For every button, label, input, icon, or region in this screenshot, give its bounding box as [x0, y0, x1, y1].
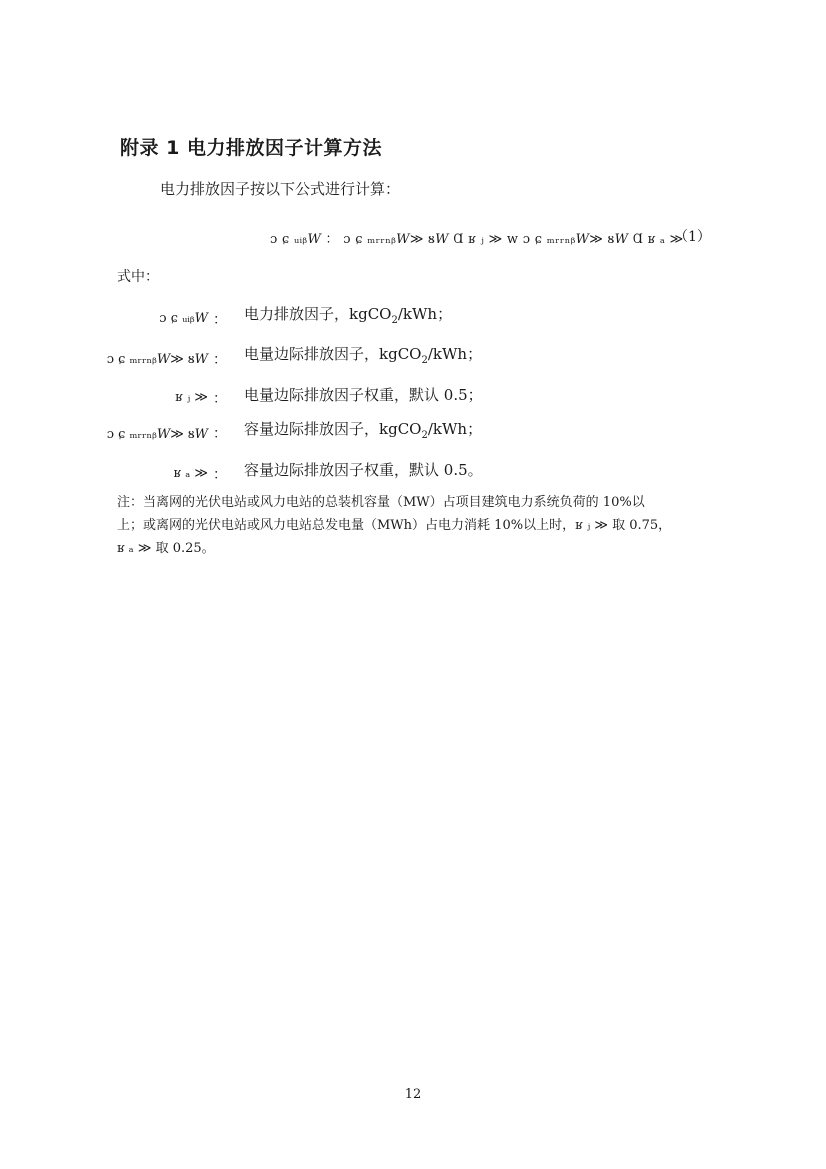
emission-factor-formula: ɔ ɕ ᵤᵢᵦ𝑊 ： ɔ ɕ ₘᵣᵣₙᵦ𝑊≫ ᴕ𝑊 Ɑ ʁ ⱼ ≫ ᴡ ɔ ɕ ₘᵣᵣₙᵦ𝑊≫ ᴕ𝑊 Ɑ ʁ ₐ ≫ — [270, 232, 684, 247]
page-number: 12 — [404, 1087, 422, 1102]
definition-symbol: ɔ ɕ ₘᵣᵣₙᵦ𝑊≫ ᴕ𝑊 — [106, 427, 208, 442]
definition-text: 容量边际排放因子权重，默认 0.5。 — [244, 461, 483, 479]
appendix-title: 附录 1 电力排放因子计算方法 — [120, 137, 382, 159]
definition-colon: ： — [213, 391, 227, 407]
definition-symbol: ʁ ₐ ≫ — [173, 466, 208, 481]
equation-number: （1） — [674, 229, 711, 245]
where-label: 式中： — [117, 269, 159, 285]
definition-text: 电量边际排放因子，kgCO$_2$/kWh； — [244, 345, 483, 366]
definition-colon: ： — [213, 312, 227, 328]
intro-text: 电力排放因子按以下公式进行计算： — [160, 180, 401, 198]
definition-symbol: ɔ ɕ ᵤᵢᵦ𝑊 — [159, 311, 208, 326]
note-line-2: 上；或离网的光伏电站或风力电站总发电量（MWh）占电力消耗 10%以上时，ʁ ⱼ ≫ 取 0.75， — [117, 518, 672, 533]
note-line-1: 注：当离网的光伏电站或风力电站的总装机容量（MW）占项目建筑电力系统负荷的 10%以 — [117, 495, 645, 510]
definition-text: 电力排放因子，kgCO$_2$/kWh； — [244, 305, 453, 326]
definition-colon: ： — [213, 352, 227, 368]
definition-colon: ： — [213, 426, 227, 442]
note-line-3: ʁ ₐ ≫ 取 0.25。 — [117, 541, 215, 556]
definition-text: 容量边际排放因子，kgCO$_2$/kWh； — [244, 420, 483, 441]
definition-text: 电量边际排放因子权重，默认 0.5； — [244, 386, 483, 404]
definition-symbol: ɔ ɕ ₘᵣᵣₙᵦ𝑊≫ ᴕ𝑊 — [106, 352, 208, 367]
definition-symbol: ʁ ⱼ ≫ — [175, 390, 208, 405]
definition-colon: ： — [213, 467, 227, 483]
